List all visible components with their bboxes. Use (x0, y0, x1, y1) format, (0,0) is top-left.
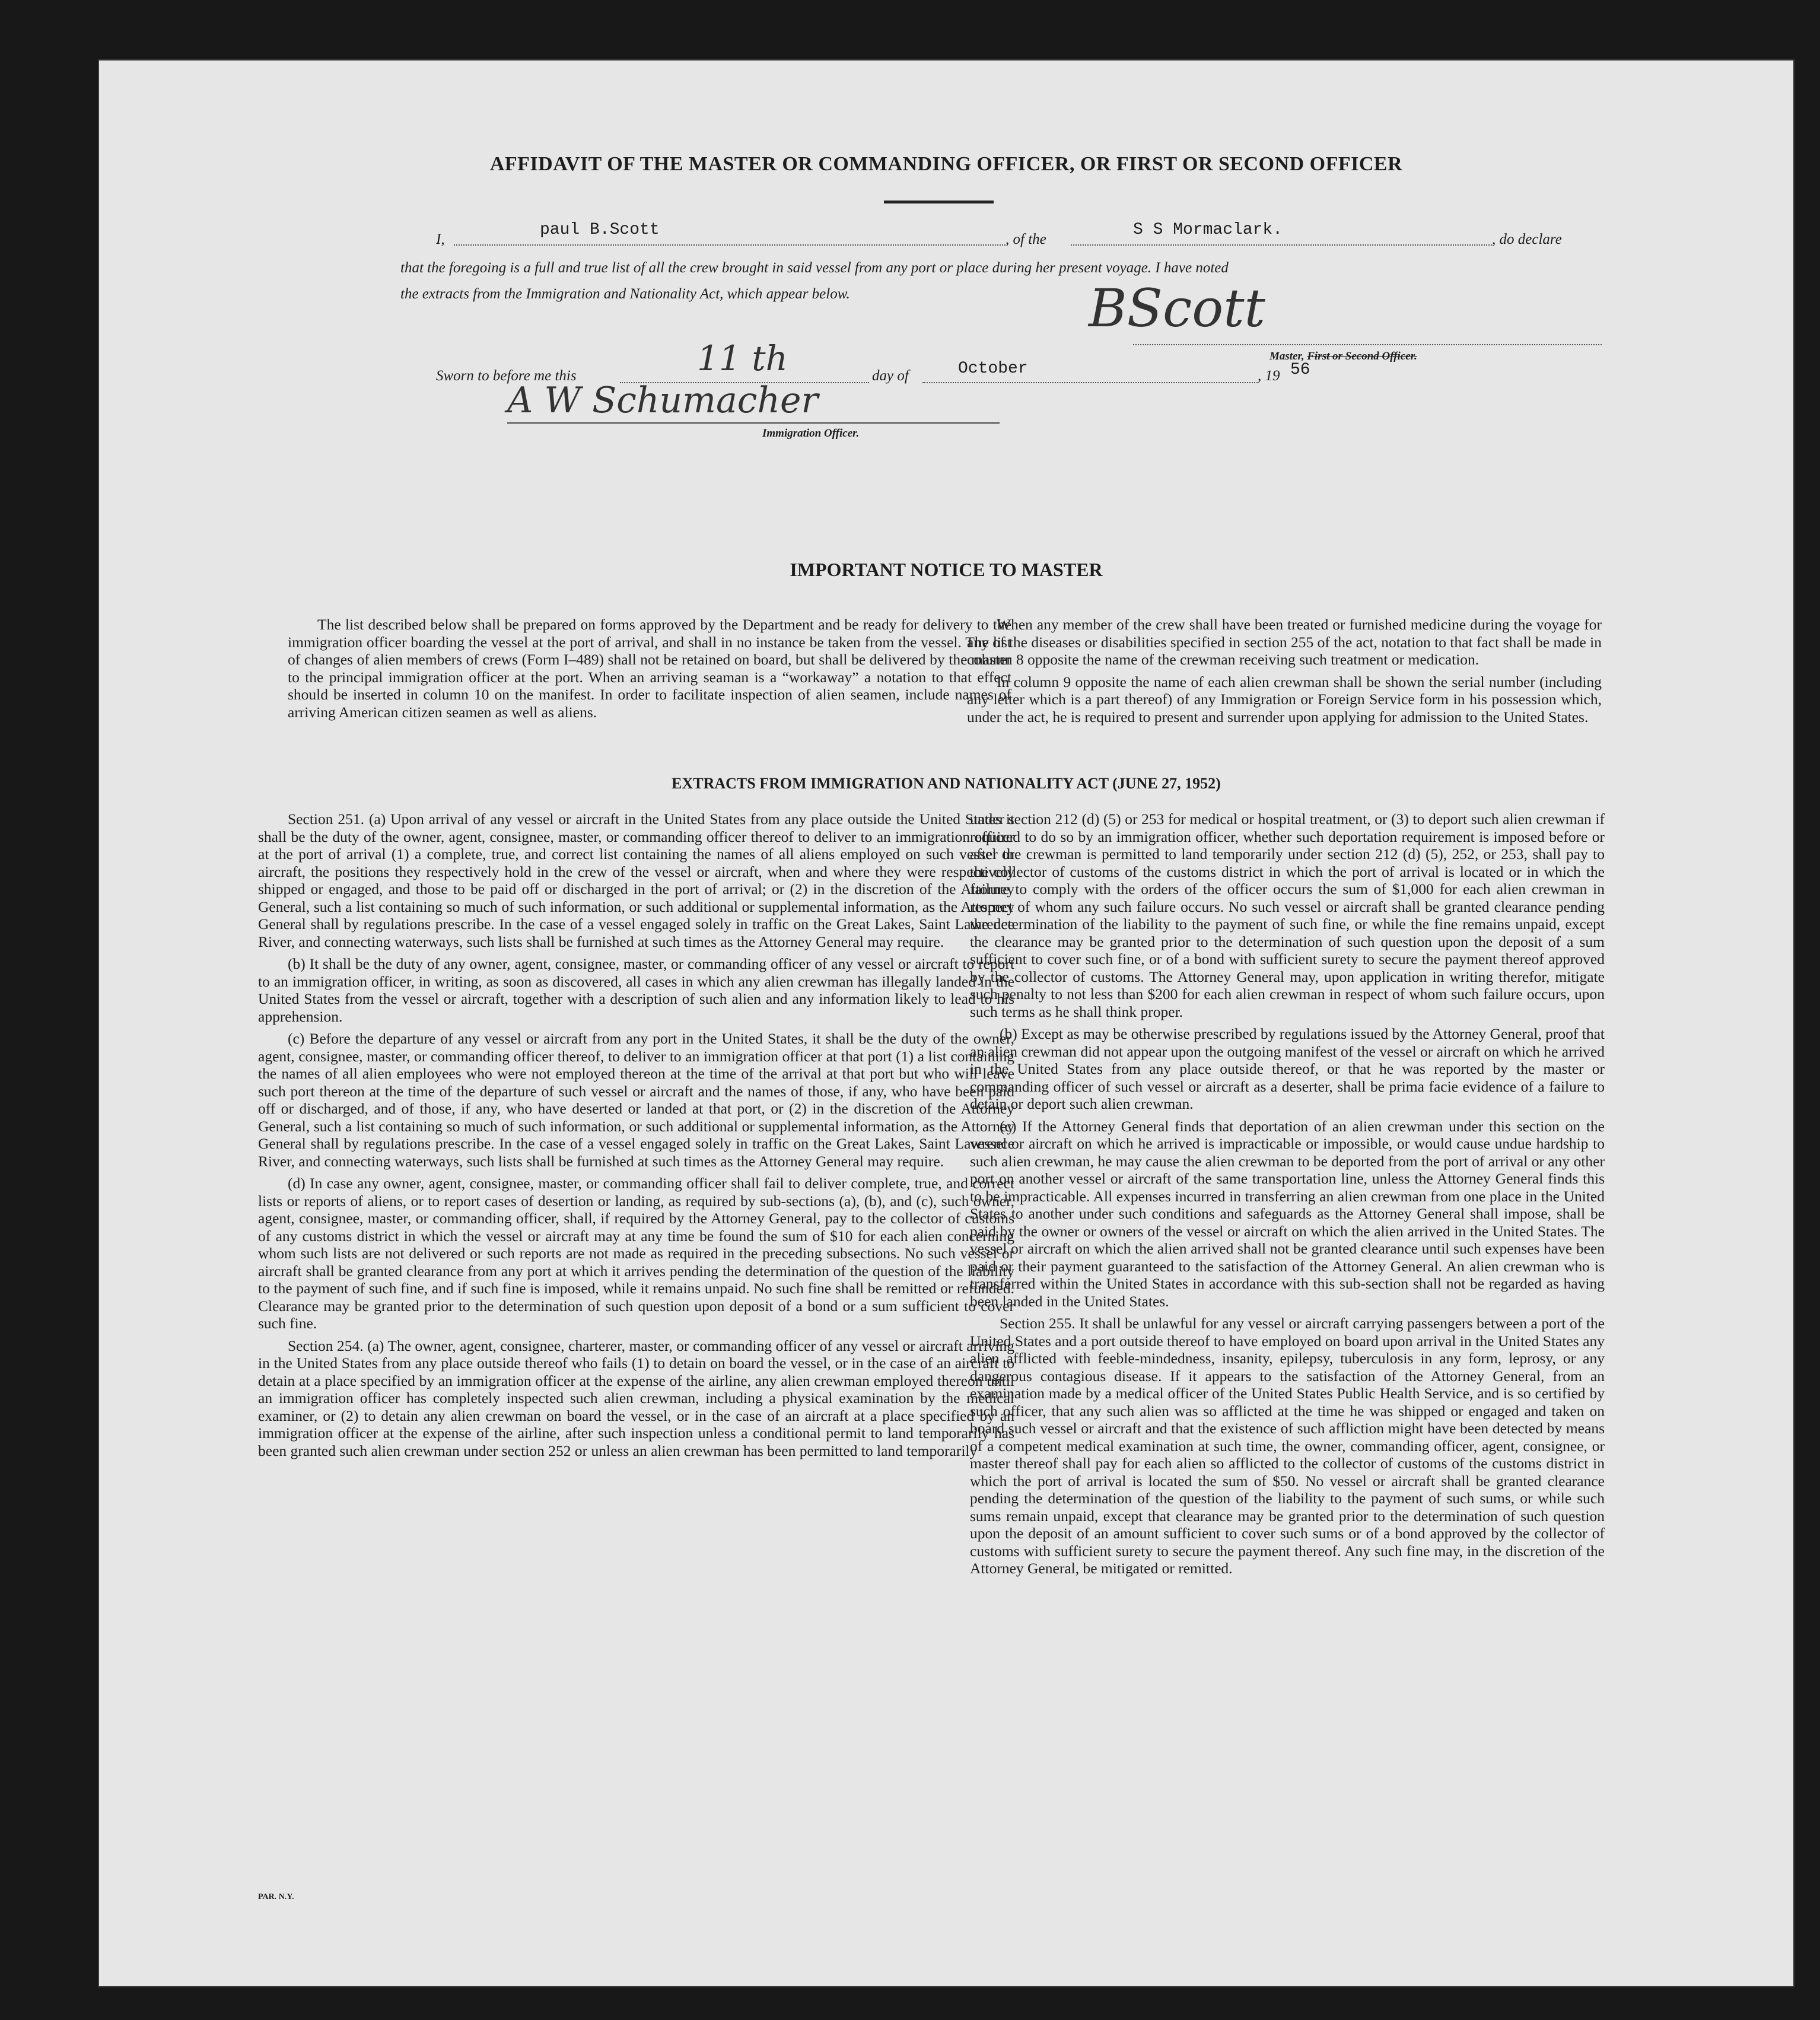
affidavit-title: AFFIDAVIT OF THE MASTER OR COMMANDING OFFICER, OR FIRST OR SECOND OFFICER (489, 153, 1403, 175)
declare-label: , do declare (1492, 231, 1562, 247)
day-of-label: day of (872, 368, 909, 384)
statement-line-2: the extracts from the Immigration and Nationality Act, which appear below. (400, 286, 850, 302)
notice-right-paragraph-1: When any member of the crew shall have been treated or furnished medicine during the voyage for any of the diseases or disabilities specified in section 255 of the act, notation to that fact shall be made in column 8 opposite the name of the crewman receiving such treatment or medication. (967, 616, 1602, 668)
section-251-b: (b) It shall be the duty of any owner, agent, consignee, master, or commanding officer of any vessel or aircraft to report to an immigration officer, in writing, as soon as discovered, all cases in which any alien crewman has illegally landed in the United States from the vessel or aircraft, together with a description of such alien and any information likely to lead to his apprehension. (258, 955, 1014, 1025)
master-name-line (454, 244, 1006, 246)
notice-title: IMPORTANT NOTICE TO MASTER (790, 559, 1103, 580)
officer-signature-line (507, 422, 1000, 424)
master-name: paul B.Scott (540, 221, 660, 239)
section-255: Section 255. It shall be unlawful for any vessel or aircraft carrying passengers between a port of the United States and a port outside thereof to have employed on board upon arrival in the United States any alien afflicted with feeble-mindedness, insanity, epilepsy, tuberculosis in any form, leprosy, or any dangerous contagious disease. If it appears to the satisfaction of the Attorney General, from an examination made by a medical officer of the United States Public Health Service, and is so certified by such officer, that any such alien was so afflicted at the time he was shipped or engaged and taken on board such vessel or aircraft and that the existence of such affliction might have been detected by means of a competent medical examination at such time, the owner, commanding officer, agent, consignee, or master thereof shall pay for each alien so afflicted to the collector of customs of the customs district in which the port of arrival is located the sum of $50. No vessel or aircraft shall be granted clearance pending the determination of the question of the liability to the payment of such sums, or while such sums remain unpaid, except that clearance may be granted prior to the determination of such question upon the deposit of an amount sufficient to cover such sums or of a bond approved by the collector of customs with sufficient surety to secure the payment thereof. Any such fine may, in the discretion of the Attorney General, be mitigated or remitted. (970, 1315, 1605, 1577)
vessel-name-line (1071, 244, 1492, 246)
extracts-right-column (970, 810, 1605, 1582)
section-254-b: (b) Except as may be otherwise prescribed by regulations issued by the Attorney General, proof that an alien crewman did not appear upon the outgoing manifest of the vessel or aircraft on which he arrived in the United States from any place outside thereof, or that he was reported by the master or commanding officer of such vessel or aircraft as a deserter, shall be prima facie evidence of a failure to detain or deport such alien crewman. (970, 1025, 1605, 1112)
sworn-label: Sworn to before me this (436, 368, 577, 384)
notice-left-column (288, 616, 1011, 726)
section-254-a-continued: under section 212 (d) (5) or 253 for medical or hospital treatment, or (3) to deport such alien crewman if required to do so by an immigration officer, whether such deportation requirement is imposed before or after the crewman is permitted to land temporarily under section 212 (d) (5), 252, or 253, shall pay to the collector of customs of the customs district in which the port of arrival is located or in which the failure to comply with the orders of the officer occurs the sum of $1,000 for each alien crewman in respect of whom any such failure occurs. No such vessel or aircraft shall be granted clearance pending the determination of the liability to the payment of such fine, or while the fine remains unpaid, except the clearance may be granted prior to the determination of such question upon the deposit of a sum sufficient to cover such fine, or of a bond with sufficient surety to secure the payment thereof approved by the collector of customs. The Attorney General may, upon application in writing therefor, mitigate such penalty to not less than $200 for each alien crewman in respect of whom such failure occurs, upon such terms as he shall think proper. (970, 810, 1605, 1020)
master-signature: BScott (1089, 278, 1265, 339)
document-sheet (98, 59, 1794, 1987)
printer-mark: PAR. N.Y. (258, 1892, 294, 1901)
extracts-left-column (258, 810, 1014, 1464)
sworn-day: 11 th (697, 338, 788, 378)
year-prefix: , 19 (1258, 368, 1280, 384)
notice-left-paragraph: The list described below shall be prepared on forms approved by the Department and be ready for delivery to the immigration officer boarding the vessel at the port of arrival, and shall in no instance be taken from the vessel. The list of changes of alien members of crews (Form I–489) shall not be retained on board, but shall be delivered by the master to the principal immigration officer at the port. When an arriving seaman is a “workaway” a notation to that effect should be inserted in column 10 on the manifest. In order to facilitate inspection of alien seamen, include names of arriving American citizen seamen as well as aliens. (288, 616, 1011, 721)
i-label: I, (436, 231, 445, 247)
section-251-c: (c) Before the departure of any vessel or aircraft from any port in the United States, it shall be the duty of the owner, agent, consignee, master, or commanding officer thereof, to deliver to an immigration officer at that port (1) a list containing the names of all alien employees who were not employed thereon at the time of the arrival at that port but who will leave such port thereon at the time of the departure of such vessel or aircraft and the names of those, if any, who have been paid off or discharged, and of those, if any, who have deserted or landed at that port, or (2) in the discretion of the Attorney General, such a list containing so much of such information, or such additional or supplemental information, as the Attorney General shall by regulations prescribe. In the case of a vessel engaged solely in traffic on the Great Lakes, Saint Lawrence River, and connecting waterways, such lists shall be furnished at such times as the Attorney General may require. (258, 1030, 1014, 1170)
officer-signature: A W Schumacher (507, 380, 819, 421)
section-254-c: (c) If the Attorney General finds that deportation of an alien crewman under this section on the vessel or aircraft on which he arrived is impracticable or impossible, or would cause undue hardship to such alien crewman, he may cause the alien crewman to be deported from the port of arrival or any other port on another vessel or aircraft of the same transportation line, unless the Attorney General finds this to be impracticable. All expenses incurred in transferring an alien crewman from one place in the United States to another under such conditions and safeguards as the Attorney General shall impose, shall be paid by the owner or owners of the vessel or aircraft on which the alien arrived in the United States. The vessel or aircraft on which the alien arrived shall not be granted clearance until such expenses have been paid or their payment guaranteed to the satisfaction of the Attorney General. An alien crewman who is transferred within the United States in accordance with this sub-section shall not be regarded as having been landed in the United States. (970, 1117, 1605, 1310)
vessel-name: S S Mormaclark. (1133, 221, 1283, 239)
signer-title-struck: First or Second Officer. (1307, 350, 1417, 362)
of-the-label: , of the (1006, 231, 1046, 247)
section-251-a: Section 251. (a) Upon arrival of any vessel or aircraft in the United States from any place outside the United States it shall be the duty of the owner, agent, consignee, master, or commanding officer thereof to deliver to an immigration officer at the port of arrival (1) a complete, true, and correct list containing the names of all aliens employed on such vessel or aircraft, the positions they respectively hold in the crew of the vessel or aircraft, when and where they were respectively shipped or engaged, and those to be paid off or discharged in the port of arrival; or (2) in the discretion of the Attorney General, such a list containing so much of such information, or such additional or supplemental information, as the Attorney General shall by regulations prescribe. In the case of a vessel engaged solely in traffic on the Great Lakes, Saint Lawrence River, and connecting waterways, such lists shall be furnished at such times as the Attorney General may require. (258, 810, 1014, 950)
year-suffix: 56 (1290, 361, 1310, 379)
master-signature-line (1133, 344, 1602, 345)
notice-right-paragraph-2: In column 9 opposite the name of each alien crewman shall be shown the serial number (including any letter which is a part thereof) of any Immigration or Foreign Service form in his possession which, under the act, he is required to present and surrender upon applying for admission to the United States. (967, 673, 1602, 726)
statement-line-1: that the foregoing is a full and true list of all the crew brought in said vessel from any port or place during her present voyage. I have noted (400, 260, 1229, 276)
officer-title: Immigration Officer. (762, 427, 860, 440)
section-254-a: Section 254. (a) The owner, agent, consignee, charterer, master, or commanding officer of any vessel or aircraft arriving in the United States from any place outside thereof who fails (1) to detain on board the vessel, or in the case of an aircraft to detain at a place specified by an immigration officer at the expense of the airline, any alien crewman employed thereon until an immigration officer has completely inspected such alien crewman, including a physical examination by the medical examiner, or (2) to detain any alien crewman on board the vessel, or in the case of an aircraft at a place specified by an immigration officer at the expense of the airline, after such inspection unless a conditional permit to land temporarily has been granted such alien crewman under section 252 or unless an alien crewman has been permitted to land temporarily (258, 1337, 1014, 1459)
title-rule (884, 201, 994, 203)
notice-right-column (967, 616, 1602, 730)
extracts-title: EXTRACTS FROM IMMIGRATION AND NATIONALITY ACT (JUNE 27, 1952) (672, 775, 1221, 792)
section-251-d: (d) In case any owner, agent, consignee, master, or commanding officer shall fail to deliver complete, true, and correct lists or reports of aliens, or to report cases of desertion or landing, as required by sub-sections (a), (b), and (c), such owner, agent, consignee, master, or commanding officer, shall, if required by the Attorney General, pay to the collector of customs of any customs district in which the vessel or aircraft may at any time be found the sum of $10 for each alien concerning whom such lists are not delivered or such reports are not made as required in the preceding subsections. No such vessel or aircraft shall be granted clearance from any port at which it arrives pending the determination of the question of the liability to the payment of such fine, and if such fine is imposed, while it remains unpaid. No such fine shall be remitted or refunded. Clearance may be granted prior to the determination of such question upon deposit of a bond or a sum sufficient to cover such fine. (258, 1175, 1014, 1332)
sworn-month-line (922, 382, 1258, 383)
signer-title-master: Master, (1269, 350, 1307, 362)
sworn-month: October (958, 360, 1028, 378)
